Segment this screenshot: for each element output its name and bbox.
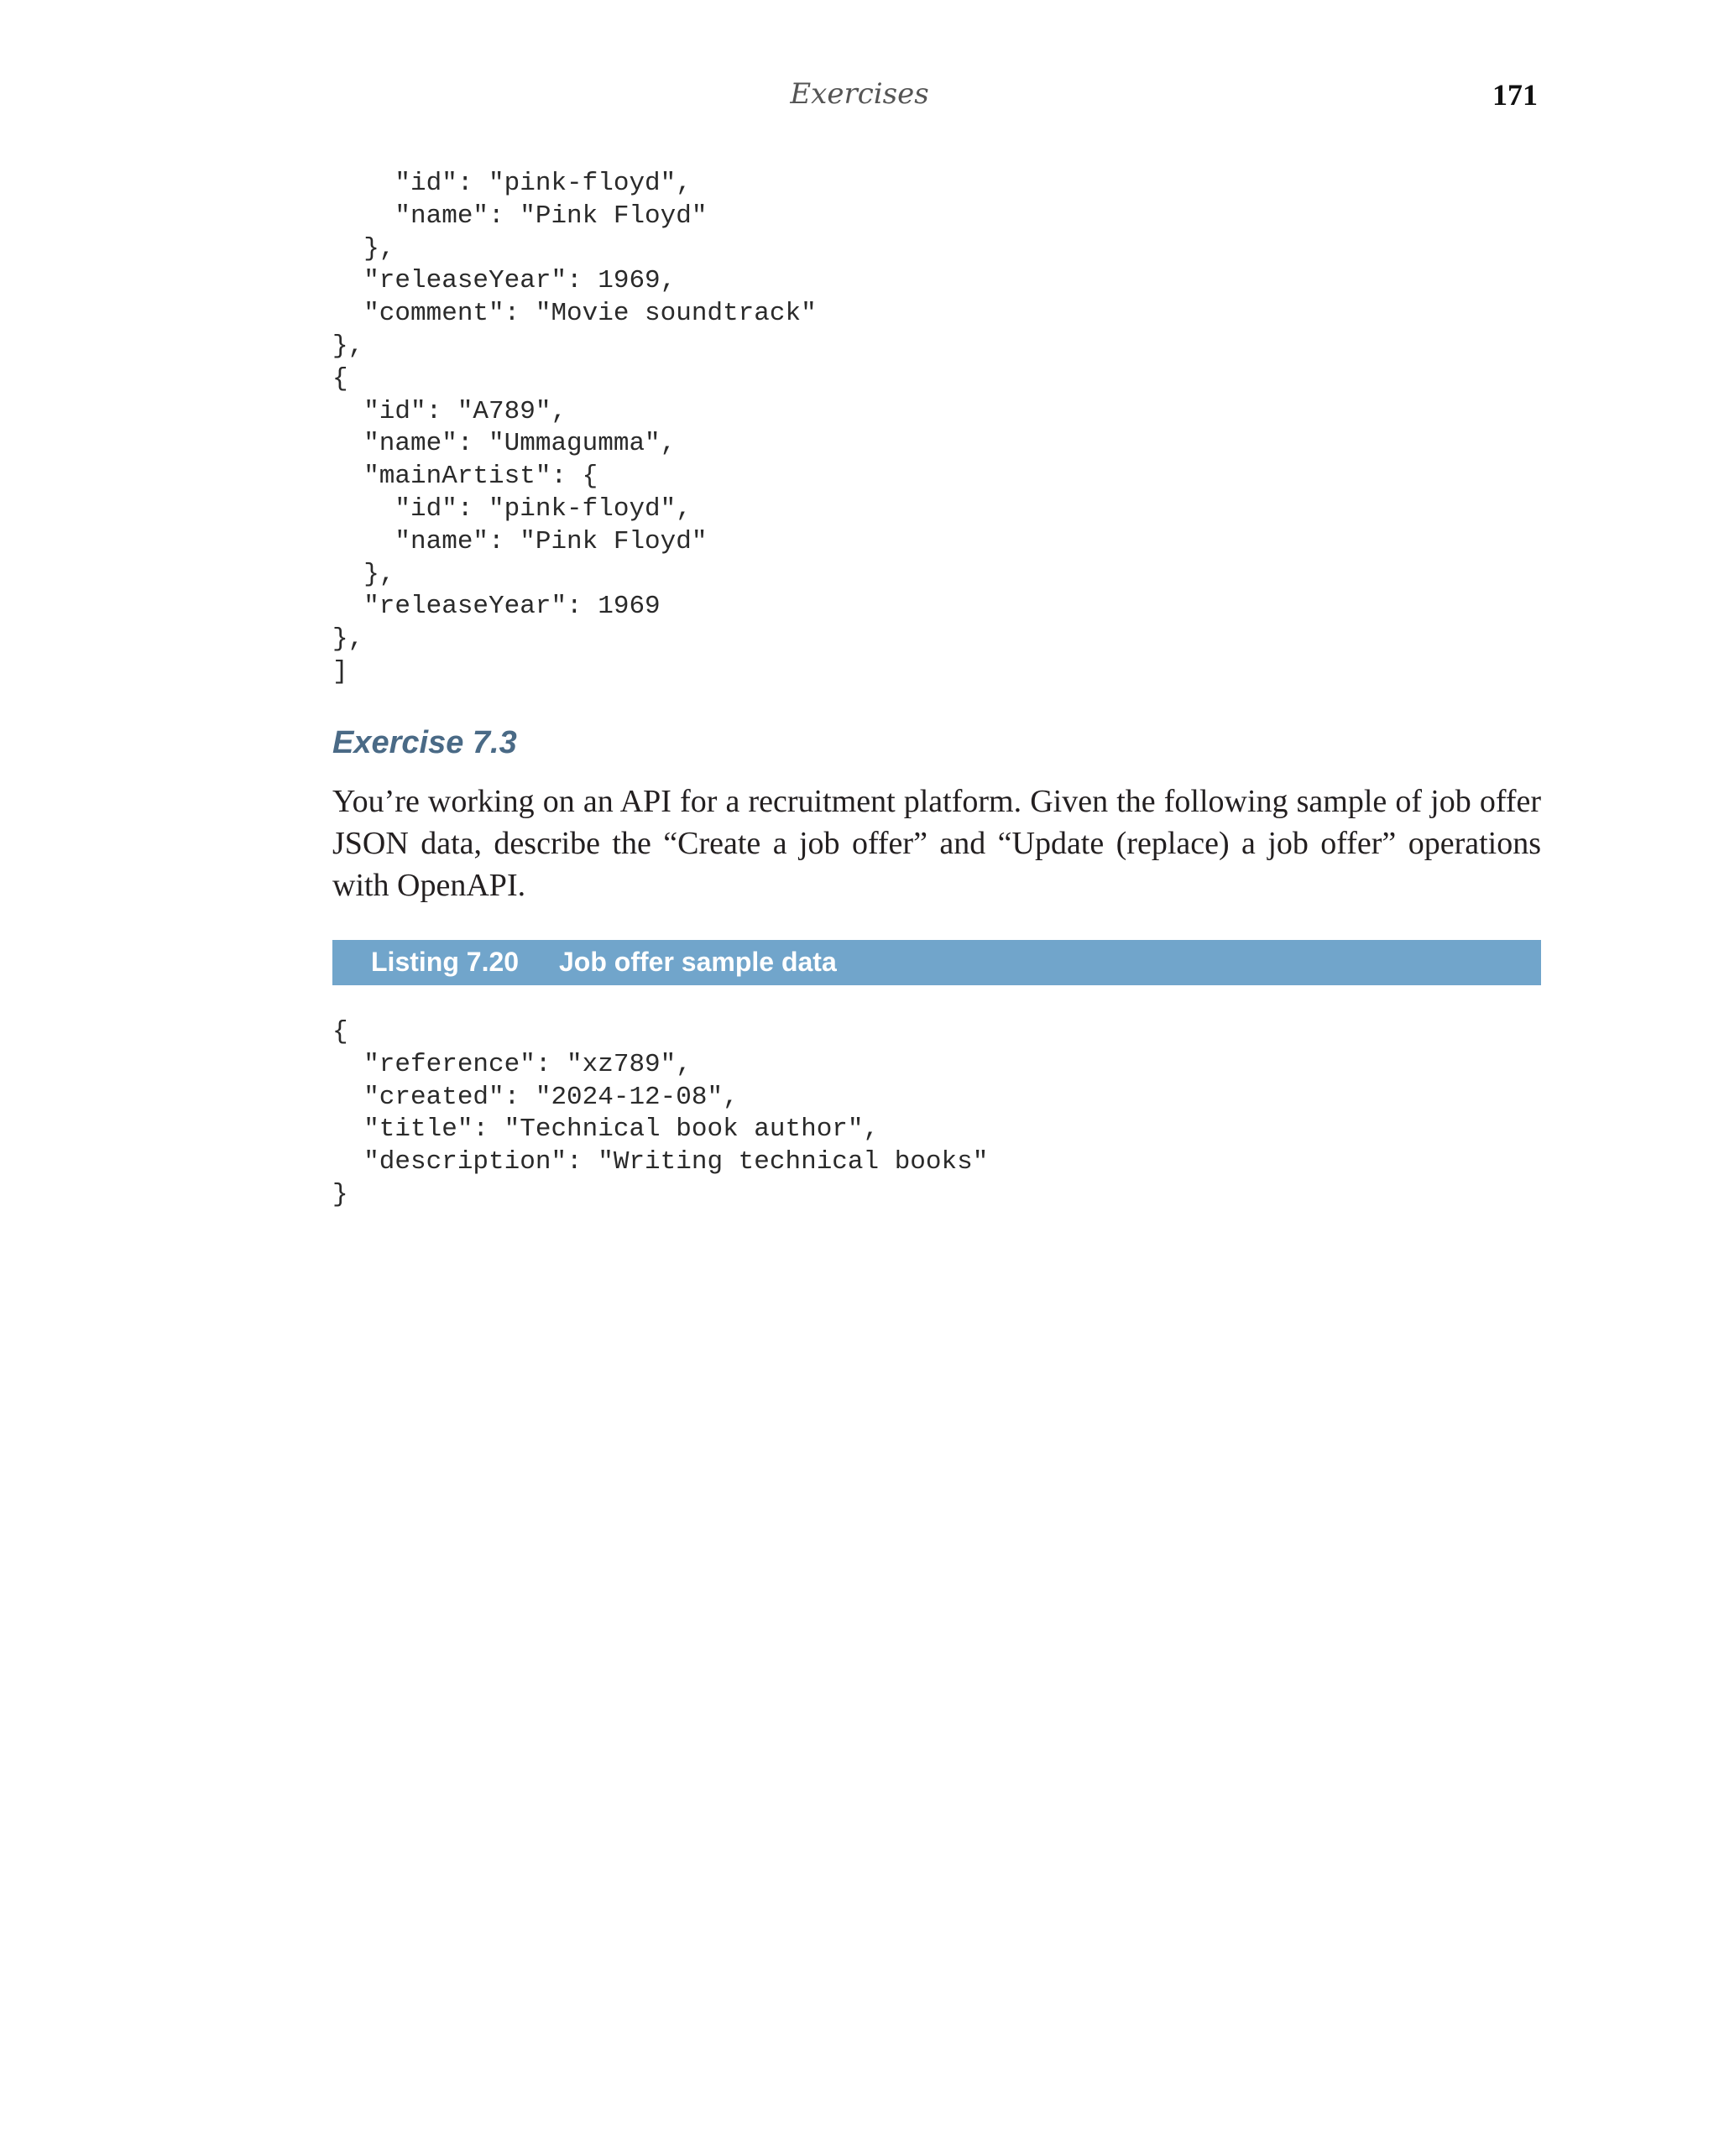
code-line: "title": "Technical book author",	[332, 1115, 880, 1145]
code-line: ]	[332, 656, 348, 686]
code-line: "releaseYear": 1969,	[332, 266, 677, 296]
code-listing-continuation	[332, 168, 817, 689]
listing-caption: Job offer sample data	[559, 947, 837, 977]
code-line: },	[332, 233, 395, 264]
code-listing-job-offer	[332, 1016, 988, 1212]
page-number: 171	[1492, 78, 1538, 112]
code-line: "name": "Pink Floyd"	[332, 201, 708, 231]
code-line: {	[332, 363, 348, 394]
code-line: "created": "2024-12-08",	[332, 1082, 739, 1112]
code-line: "id": "pink-floyd",	[332, 169, 692, 198]
code-line: "name": "Pink Floyd"	[332, 526, 708, 556]
code-line: "reference": "xz789",	[332, 1049, 692, 1079]
exercise-heading: Exercise 7.3	[332, 725, 517, 760]
listing-caption-bar	[332, 940, 1541, 985]
listing-label: Listing 7.20	[371, 947, 520, 977]
code-line: },	[332, 624, 364, 655]
code-line: },	[332, 559, 395, 589]
running-head	[0, 77, 1719, 119]
running-head-title: Exercises	[790, 77, 929, 111]
code-line: "comment": "Movie soundtrack"	[332, 299, 817, 329]
code-line: "id": "pink-floyd",	[332, 493, 692, 524]
code-line: "releaseYear": 1969	[332, 592, 661, 622]
code-line: }	[332, 1179, 348, 1209]
exercise-body: You’re working on an API for a recruitment platform. Given the following sample of job offer JSON data, describe the “Create a job offer” and “Update (replace) a job offer” operations with OpenAPI.	[332, 784, 1541, 903]
code-line: "description": "Writing technical books"	[332, 1147, 989, 1177]
code-line: "name": "Ummagumma",	[332, 429, 677, 459]
code-line: "mainArtist": {	[332, 462, 598, 492]
code-line: {	[332, 1017, 348, 1047]
code-line: },	[332, 331, 364, 361]
code-line: "id": "A789",	[332, 396, 567, 426]
